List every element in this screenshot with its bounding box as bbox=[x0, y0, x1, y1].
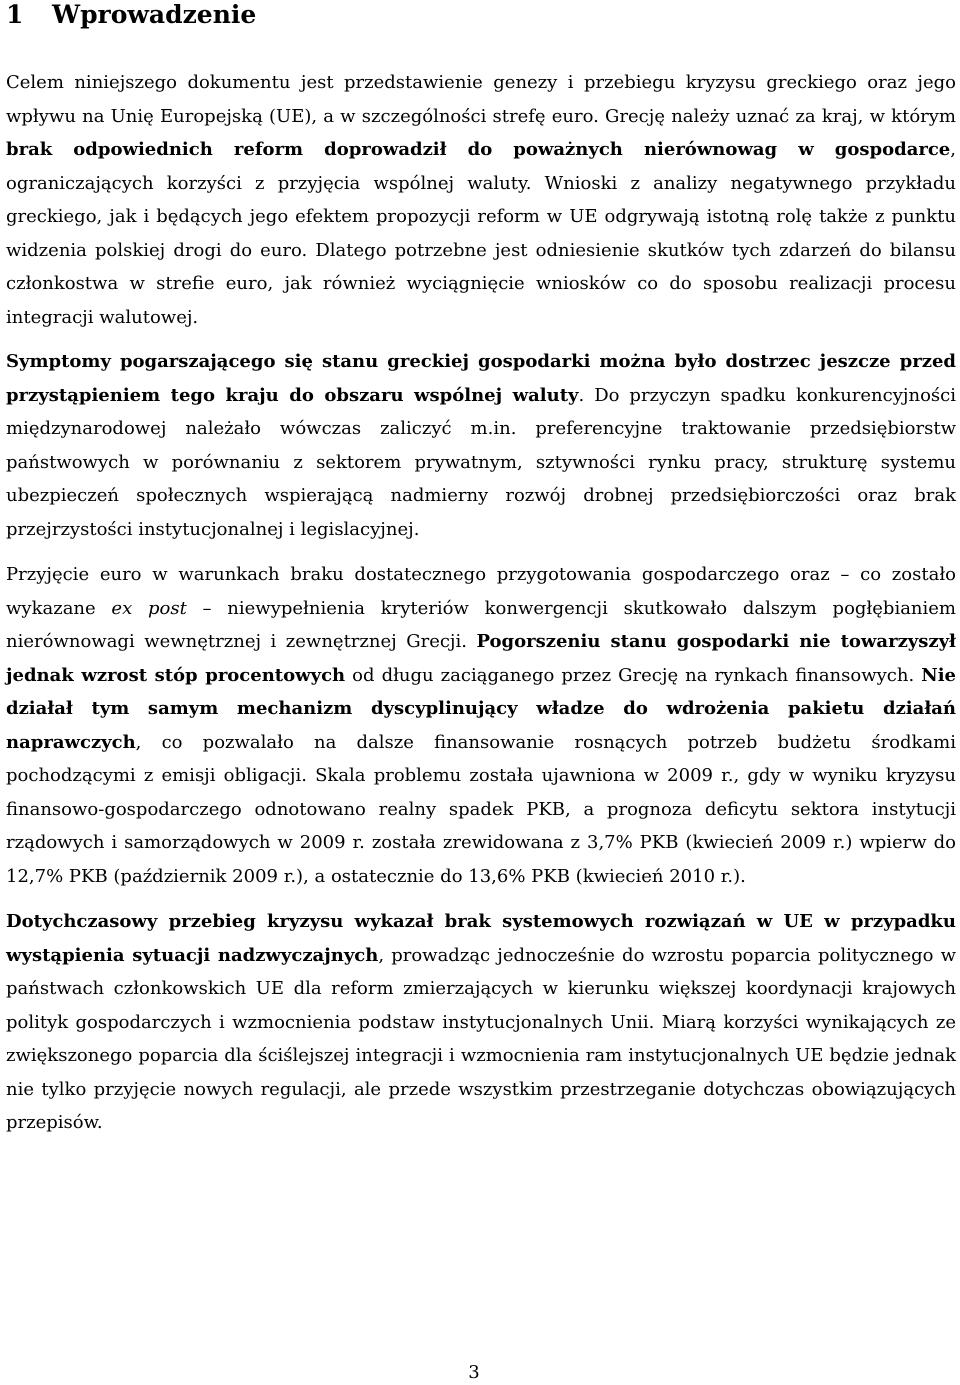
paragraph-3-run-1: Przyjęcie euro w warunkach braku dostatecznego przygotowania gospodarczego oraz – co zostało wykazane bbox=[6, 564, 956, 619]
section-title: Wprowadzenie bbox=[52, 0, 257, 29]
paragraph-2-run-1: Symptomy pogarszającego się stanu greckiej gospodarki można było dostrzec jeszcze przed przystąpieniem tego kraju do obszaru wspólnej waluty bbox=[6, 351, 956, 406]
paragraph-1 bbox=[6, 66, 956, 334]
paragraph-3-run-4: Pogorszeniu stanu gospodarki nie towarzyszył jednak wzrost stóp procentowych bbox=[6, 631, 956, 686]
paragraph-3-run-6: Nie działał tym samym mechanizm dyscyplinujący władze do wdrożenia pakietu działań naprawczych bbox=[6, 664, 956, 753]
document-page bbox=[6, 0, 957, 1133]
paragraph-4-run-2: , prowadząc jednocześnie do wzrostu poparcia politycznego w państwach członkowskich UE dla reform zmierzających w kierunku większej koordynacji krajowych polityk gospodarczych i wzmocnienia podstaw instytucjonalnych Unii. Miarą korzyści wynikających ze zwiększonego poparcia dla ściślejszej integracji i wzmocnienia ram instytucjonalnych UE będzie jednak nie tylko przyjęcie nowych regulacji, ale przede wszystkim przestrzeganie dotychczas obowiązujących przepisów. bbox=[6, 944, 957, 1133]
paragraph-1-run-1: Celem niniejszego dokumentu jest przedstawienie genezy i przebiegu kryzysu greckiego oraz jego wpływu na Unię Europejską (UE), a w szczególności strefę euro. Grecję należy uznać za kraj, w którym bbox=[6, 72, 956, 127]
paragraph-3-run-3: – niewypełnienia kryteriów konwergencji skutkowało dalszym pogłębianiem nierównowagi wewnętrznej i zewnętrznej Grecji. bbox=[6, 597, 956, 652]
paragraph-2-run-2: . Do przyczyn spadku konkurencyjności międzynarodowej należało wówczas zaliczyć m.in. preferencyjne traktowanie przedsiębiorstw państwowych w porównaniu z sektorem prywatnym, sztywności rynku pracy, strukturę systemu ubezpieczeń społecznych wspierającą nadmierny rozwój drobnej przedsiębiorczości oraz brak przejrzystości instytucjonalnej i legislacyjnej. bbox=[6, 384, 956, 540]
paragraph-3-run-7: , co pozwalało na dalsze finansowanie rosnących potrzeb budżetu środkami pochodzącymi z emisji obligacji. Skala problemu została ujawniona w 2009 r., gdy w wyniku kryzysu finansowo-gospodarczego odnotowano realny spadek PKB, a prognoza deficytu sektora instytucji rządowych i samorządowych w 2009 r. została zrewidowana z 3,7% PKB (kwiecień 2009 r.) wpierw do 12,7% PKB (październik 2009 r.), a ostatecznie do 13,6% PKB (kwiecień 2010 r.). bbox=[6, 731, 956, 887]
paragraph-2 bbox=[6, 345, 956, 546]
paragraph-3-run-2: ex post bbox=[111, 597, 187, 619]
paragraph-1-run-2: brak odpowiednich reform doprowadził do poważnych nierównowag w gospodarce bbox=[6, 139, 951, 160]
paragraph-1-run-3: , ograniczających korzyści z przyjęcia wspólnej waluty. Wnioski z analizy negatywnego przykładu greckiego, jak i będących jego efektem propozycji reform w UE odgrywają istotną rolę także z punktu widzenia polskiej drogi do euro. Dlatego potrzebne jest odniesienie skutków tych zdarzeń do bilansu członkostwa w strefie euro, jak również wyciągnięcie wniosków co do sposobu realizacji procesu integracji walutowej. bbox=[6, 139, 956, 328]
paragraph-4-run-1: Dotychczasowy przebieg kryzysu wykazał brak systemowych rozwiązań w UE w przypadku wystąpienia sytuacji nadzwyczajnych bbox=[6, 911, 956, 966]
paragraph-3-run-5: od długu zaciąganego przez Grecję na rynkach finansowych. bbox=[345, 664, 922, 686]
section-number: 1 bbox=[6, 0, 24, 29]
paragraph-3 bbox=[6, 558, 956, 893]
section-heading bbox=[6, 0, 956, 30]
page-number: 3 bbox=[468, 1362, 480, 1383]
paragraph-4 bbox=[6, 905, 956, 1140]
